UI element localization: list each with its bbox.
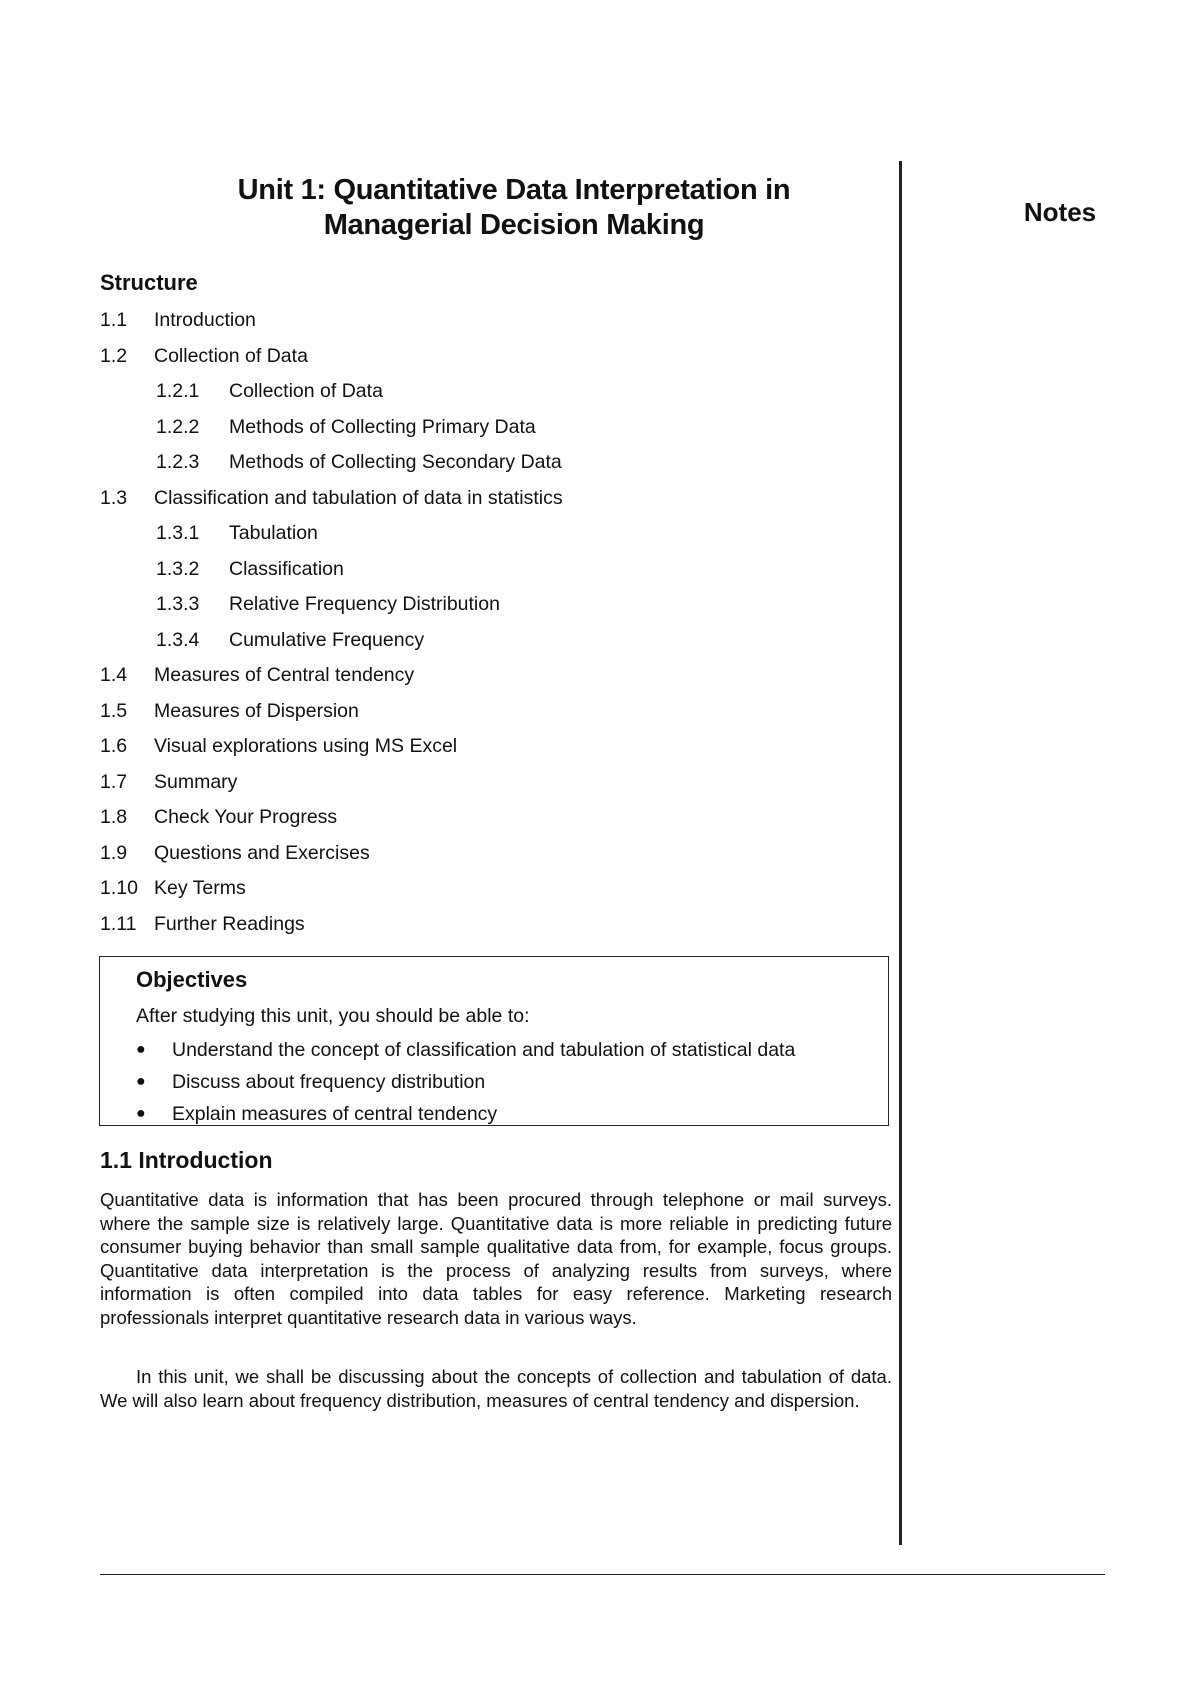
structure-item-label: Key Terms [154, 877, 246, 899]
structure-item-number: 1.2 [100, 344, 128, 367]
structure-item-number: 1.6 [100, 735, 128, 757]
objectives-heading: Objectives [136, 967, 248, 992]
structure-item-number: 1.3.2 [156, 557, 200, 580]
structure-item-number: 1.2.2 [156, 415, 200, 438]
structure-item-label: Relative Frequency Distribution [229, 593, 500, 615]
structure-item [100, 909, 880, 945]
structure-item-label: Collection of Data [229, 380, 383, 402]
bullet-icon: ● [136, 1073, 146, 1090]
notes-label: Notes [1023, 197, 1097, 227]
structure-item-number: 1.3.3 [156, 593, 200, 615]
structure-item-label: Visual explorations using MS Excel [154, 735, 458, 757]
structure-subitem [100, 447, 880, 483]
structure-item-label: Classification and tabulation of data in statistics [154, 486, 563, 509]
structure-list [100, 305, 880, 944]
page-title-line-1: Unit 1: Quantitative Data Interpretation in [237, 174, 791, 206]
structure-item-label: Summary [154, 770, 238, 793]
objective-text: Understand the concept of classification and tabulation of statistical data [172, 1039, 796, 1061]
structure-item-number: 1.5 [100, 699, 128, 722]
structure-heading: Structure [100, 270, 198, 295]
structure-subitem [100, 589, 880, 625]
section-heading-introduction: 1.1 Introduction [100, 1147, 273, 1173]
structure-item-number: 1.3.1 [156, 522, 200, 544]
bullet-icon: ● [136, 1105, 146, 1122]
structure-item-label: Further Readings [154, 912, 305, 935]
structure-item-label: Measures of Dispersion [154, 699, 359, 722]
structure-subitem [100, 625, 880, 661]
structure-item-number: 1.2.3 [156, 451, 200, 473]
structure-item [100, 767, 880, 803]
structure-subitem [100, 412, 880, 448]
structure-item-label: Measures of Central tendency [154, 664, 415, 686]
structure-item-label: Check Your Progress [154, 806, 338, 828]
objective-text: Discuss about frequency distribution [172, 1071, 486, 1093]
structure-item [100, 483, 880, 519]
objectives-intro: After studying this unit, you should be able to: [136, 1005, 530, 1027]
structure-item-number: 1.3.4 [156, 628, 200, 651]
structure-item-number: 1.10 [100, 877, 138, 899]
structure-item-label: Introduction [154, 309, 256, 331]
structure-item-number: 1.2.1 [156, 380, 200, 402]
structure-item-label: Cumulative Frequency [229, 628, 425, 651]
structure-item-number: 1.7 [100, 770, 128, 793]
objectives-box [99, 956, 889, 1126]
structure-item-number: 1.8 [100, 806, 128, 828]
structure-item-label: Methods of Collecting Secondary Data [229, 451, 562, 473]
bullet-icon: ● [136, 1041, 146, 1058]
structure-item [100, 660, 880, 696]
structure-subitem [100, 518, 880, 554]
introduction-paragraph: Quantitative data is information that has been procured through telephone or mail surveys. where the sample size is relatively large. Quantitative data is more reliable in predicting future consumer buying behavior than small sample qualitative data from, for example, focus groups. Quantitative data interpretation is the process of analyzing results from surveys, where information is often compiled into data tables for easy reference. Marketing research professionals interpret quantitative research data in various ways. [100, 1189, 892, 1328]
structure-item [100, 731, 880, 767]
structure-item-number: 1.9 [100, 841, 128, 864]
objective-text: Explain measures of central tendency [172, 1103, 498, 1125]
structure-item-label: Classification [229, 557, 344, 580]
page-title [100, 173, 928, 243]
introduction-paragraph: In this unit, we shall be discussing about the concepts of collection and tabulation of data. We will also learn about frequency distribution, measures of central tendency and dispersion. [100, 1366, 892, 1411]
structure-item-label: Questions and Exercises [154, 841, 370, 864]
structure-item [100, 838, 880, 874]
structure-item [100, 341, 880, 377]
structure-item-label: Methods of Collecting Primary Data [229, 415, 536, 438]
structure-item [100, 696, 880, 732]
structure-item-number: 1.3 [100, 486, 128, 509]
structure-subitem [100, 554, 880, 590]
structure-subitem [100, 376, 880, 412]
footer-rule [100, 1574, 1105, 1575]
structure-item [100, 873, 880, 909]
structure-item-number: 1.1 [100, 309, 128, 331]
structure-item-number: 1.4 [100, 664, 128, 686]
structure-item-number: 1.11 [100, 912, 137, 935]
margin-divider [899, 161, 902, 1545]
page-title-line-2: Managerial Decision Making [323, 209, 705, 241]
structure-item [100, 802, 880, 838]
structure-item-label: Collection of Data [154, 344, 308, 367]
structure-item [100, 305, 880, 341]
structure-item-label: Tabulation [229, 522, 318, 544]
